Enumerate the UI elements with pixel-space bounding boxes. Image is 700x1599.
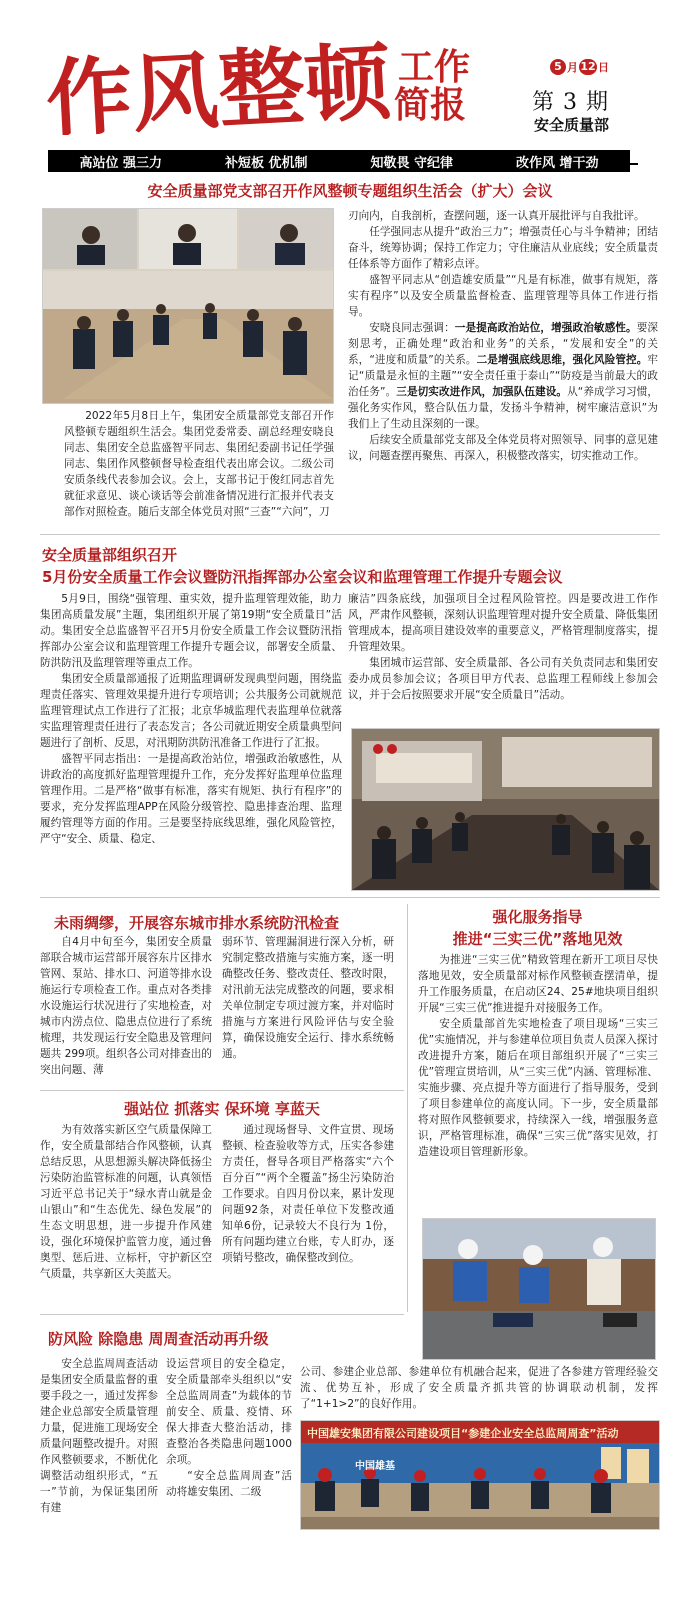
article6-banner: 中国雄安集团有限公司建设项目“参建企业安全总监周周查”活动 <box>307 1427 619 1440</box>
article6-paragraph-1: 安全总监周周查活动是集团安全质量监督的重要手段之一，通过发挥参建企业总部安全质量管理力量，促进施工现场安全质量问题整改提升。对照作风整顿要求，不断优化调整活动组织形式，“五一”节前，为保证集团所有建 <box>40 1358 158 1514</box>
article2-paragraph-5: 集团城市运营部、安全质量部、各公司有关负责同志和集团安委办成员参加会议；各项目甲方代表、总监理工程师线上参加会议，并于会后按照要求开展“安全质量日”活动。 <box>348 657 658 701</box>
article6-banner-small: 中国雄基 <box>355 1461 395 1472</box>
article2-paragraph-1: 5月9日，围绕“强管理、重实效，提升监理管理效能，助力集团高质量发展”主题，集团组织开展了第19期“安全质量日”活动。集团安全总监盛智平召开5月份安全质量工作会议暨防汛指挥部办公室会议和监理管理工作提升专题会议，部署安全质量、防洪防汛及监理管理等重点工作。 <box>40 593 342 669</box>
article6-photo <box>300 1420 660 1530</box>
article6-title: 防风险 除隐患 周周查活动再升级 <box>48 1330 269 1348</box>
a1-p3-t1: 要深刻思考，正确处理“政治和业务”的关系，“发展和安全”的关系，“进度和质量”的关系。 <box>348 322 659 366</box>
article1-left-text <box>64 408 334 520</box>
svg-text:作风整顿: 作风整顿 <box>44 40 385 135</box>
date-day-unit: 日 <box>598 61 609 74</box>
article3-paragraph-2: 弱环节、管理漏洞进行深入分析，研究制定整改措施与实施方案，逐一明确整改任务、整改责任、整改时限，对汛前无法完成整改的问题，要求相关单位制定专项过渡方案，并对临时措施与方案进行风险评估与安全验算，确保设施安全运行、排水系统畅通。 <box>222 936 394 1060</box>
article5-paragraph-2: 通过现场督导、文件宣贯、现场整顿、检查验收等方式，压实各参建方责任，督导各项目严格落实“六个百分百”“两个全覆盖”扬尘污染防治工作要求。自四月份以来，累计发现问题92条，对责任单位下发整改通知单6份，记录较大不良行为 1份，所有问题均建立台账，专人盯办，逐项销号整改，确保整改到位。 <box>222 1124 394 1264</box>
article2-paragraph-3: 盛智平同志指出：一是提高政治站位，增强政治敏感性，从讲政治的高度抓好监理管理提升工作，充分发挥好监理单位监理管理作用。二是严格“做事有标准，落实有规矩、执行有程序”的要求，充分发挥监理APP在风险分级管控、隐患排查治理、监理履约管理等方面的作用。三是要坚持底线思维，强化风险管控，严守“安全、质量、稳定、 <box>40 753 342 845</box>
article6-col3 <box>300 1364 658 1412</box>
issue-date <box>550 58 609 76</box>
article1-paragraph-1: 2022年5月8日上午，集团安全质量部党支部召开作风整顿专题组织生活会。集团党委常委、副总经理安晓良同志、集团安全总监盛智平同志、集团纪委副书记任学强同志、集团作风整顿督导检查组代表出席会议。二级公司安质条线代表参加会议。会上，支部书记于俊红同志首先就征求意见、谈心谈话等会前准备情况进行汇报并代表支部作对照检查。随后支部全体党员对照“三查”“六问”，刀 <box>64 410 334 518</box>
article4-text <box>418 952 658 1160</box>
article2-title-line1: 安全质量部组织召开 <box>42 546 178 564</box>
masthead-title <box>44 40 394 135</box>
article4-title-line1: 强化服务指导 <box>492 908 583 926</box>
article2-right-text <box>348 591 658 703</box>
a1-p3-t2: 牢记“质量是永恒的主题”“安全责任重于泰山”“防疫是当前最大的政治任务”。 <box>348 354 659 398</box>
article3-col1 <box>40 934 212 1078</box>
divider-4 <box>40 1314 404 1315</box>
masthead-subtitle <box>394 46 478 126</box>
article6-col1 <box>40 1356 158 1516</box>
article2-left-text <box>40 591 342 847</box>
article6-col2 <box>166 1356 292 1500</box>
article1-title: 安全质量部党支部召开作风整顿专题组织生活会（扩大）会议 <box>147 182 553 200</box>
a1-p3-b2: 二是增强底线思维，强化风险管控。 <box>476 354 648 366</box>
divider-3 <box>40 1090 404 1091</box>
article6-paragraph-3: “安全总监周周查”活动将雄安集团、二级 <box>166 1470 292 1498</box>
column-rule <box>407 904 408 1312</box>
article2-paragraph-2: 集团安全质量部通报了近期监理调研发现典型问题，围绕监理责任落实、管理效果提升进行专项培训；公共服务公司就规范监理管理试点工作进行了汇报；北京华城监理代表监理单位就落实监理管理责任进行了表态发言；各公司就近期安全质量典型问题进行了剖析、反思，对汛期防洪防汛准备工作进行了汇报。 <box>40 673 342 749</box>
article5-paragraph-1: 为有效落实新区空气质量保障工作，安全质量部结合作风整顿，认真总结反思，从思想源头解决降低扬尘污染防治监管标准的问题，认真领悟习近平总书记关于“绿水青山就是金山银山”和“生态优先、绿色发展”的生态文明思想，进一步提升作风建设，强化环境保护监管力度，通过鲁奥型、惩后进、立标杆，守护新区空气质量，共享新区大美蓝天。 <box>40 1124 212 1280</box>
department-name: 安全质量部 <box>534 116 610 134</box>
masthead-calligraphy <box>44 40 394 135</box>
slogan-bar <box>48 150 630 172</box>
article3-col2 <box>222 934 394 1062</box>
slogan-3: 知敬畏 守纪律 <box>370 155 454 171</box>
divider-1 <box>40 534 660 535</box>
article6-paragraph-2: 设运营项目的安全稳定，安全质量部牵头组织以“安全总监周周查”为载体的节前安全、质量、疫情、环保大排查大整治活动，排查整治各类隐患问题1000余项。 <box>166 1358 292 1466</box>
article3-title: 未雨绸缪，开展容东城市排水系统防汛检查 <box>54 914 340 932</box>
date-month-unit: 月 <box>567 61 578 74</box>
slogan-bar-tail <box>630 163 638 165</box>
article3-paragraph-1: 自4月中旬至今，集团安全质量部联合城市运营部开展容东片区排水管网、泵站、排水口、河道等排水设施运行专项检查工作。重点对各类排水设施运行状况进行了实地检查，对城市内涝点位、隐患点位进行了系统梳理，共发现运行安全隐患及管理问题共 299项。组织各公司对排查出的突出问题、薄 <box>40 936 212 1076</box>
a1-p3-b1: 一是提高政治站位，增强政治敏感性。 <box>454 322 637 334</box>
article5-title: 强站位 抓落实 保环境 享蓝天 <box>124 1100 320 1118</box>
date-month: 5 <box>550 59 566 75</box>
article1-photo <box>42 208 334 404</box>
date-day: 12 <box>580 60 596 73</box>
article4-title-line2: 推进“三实三优”落地见效 <box>452 930 623 948</box>
article2-paragraph-4: 廉洁”四条底线，加强项目全过程风险管控。四是要改进工作作风，严肃作风整顿，深刻认识监理管理对提升安全质量、降低集团管理成本，提高项目建设效率的重要意义，严格管理制度落实，提升管理效果。 <box>348 593 658 653</box>
article1-paragraph-4 <box>348 320 658 432</box>
slogan-4: 改作风 增干劲 <box>515 155 599 171</box>
a1-p3-b3: 三是切实改进作风，加强队伍建设。 <box>396 386 568 398</box>
a1-p3-pre: 安晓良同志强调： <box>369 322 455 334</box>
article1-paragraph-5: 后续安全质量部党支部及全体党员将对照领导、同事的意见建议，问题查摆再聚焦、再深入，积极整改落实，切实推动工作。 <box>348 434 658 462</box>
subtitle-line2: 简报 <box>394 84 467 126</box>
divider-2 <box>40 897 660 898</box>
article5-col1 <box>40 1122 212 1282</box>
article4-paragraph-1: 为推进“三实三优”精致管理在新开工项目尽快落地见效，安全质量部对标作风整顿查摆清单，提升工作服务质量，在启动区24、25#地块项目组织开展“三实三优”推进提升对接服务工作。 <box>418 954 658 1014</box>
article1-paragraph-2: 任学强同志从提升“政治三力”；增强责任心与斗争精神；团结奋斗，统筹协调；保持工作定力；守住廉洁从业底线；安全质量责任体系等方面作了精彩点评。 <box>348 226 658 270</box>
slogan-1: 高站位 强三力 <box>79 155 163 171</box>
slogan-2: 补短板 优机制 <box>224 155 308 171</box>
article6-paragraph-4: 公司、参建企业总部、参建单位有机融合起来，促进了各参建方管理经验交流、优势互补，形成了安全质量齐抓共管的协调联动机制，发挥了“1+1>2”的良好作用。 <box>300 1366 658 1410</box>
article1-paragraph-3: 盛智平同志从“创造雄安质量”“凡是有标准，做事有规矩，落实有程序”以及安全质量监督检查、监理管理等具体工作进行指导。 <box>348 274 658 318</box>
a1-p3-t3: 从“养成学习习惯，强化务实作风，整合队伍力量，发扬斗争精神，树牢廉洁意识”为我们上了生动且深刻的一课。 <box>348 386 658 430</box>
subtitle-line1: 工作 <box>398 46 471 88</box>
article4-paragraph-2: 安全质量部首先实地检查了项目现场“三实三优”实施情况，并与参建单位项目负责人员深入探讨改进提升方案，随后在项目部组织开展了“三实三优”管理宣贯培训，从“三实三优”内涵、管理标准、实施步骤、亮点提升等方面进行了指导服务，受到了项目参建单位的高度认同。下一步，安全质量部将对照作风整顿要求，持续深入一线，增强服务意识，严格管理标准，确保“三实三优”落实见效，打造建设项目管理新形象。 <box>418 1018 658 1158</box>
article2-photo <box>351 728 660 891</box>
article4-photo <box>422 1218 656 1360</box>
issue-number: 第 3 期 <box>532 90 609 115</box>
article1-right-text <box>348 208 658 464</box>
article2-title-line2: 5月份安全质量工作会议暨防汛指挥部办公室会议和监理管理工作提升专题会议 <box>42 568 563 586</box>
article5-col2 <box>222 1122 394 1266</box>
article1-paragraph-0: 刃向内，自我剖析，查摆问题，逐一认真开展批评与自我批评。 <box>348 210 645 222</box>
